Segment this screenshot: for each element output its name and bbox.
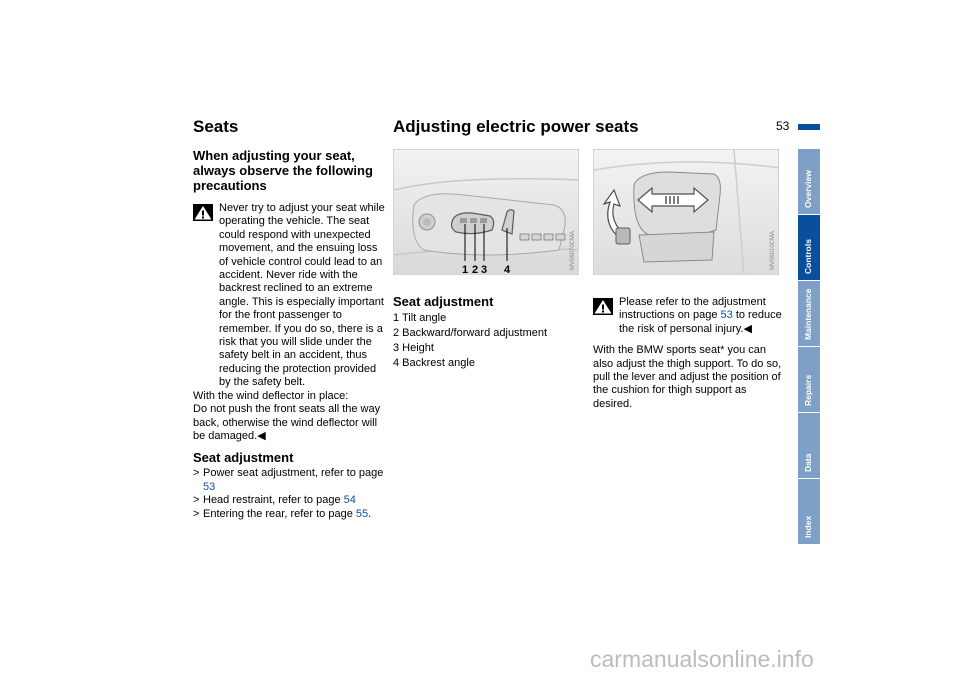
list-marker: > — [193, 467, 200, 480]
warning-heading: When adjusting your seat, always observe the following precautions — [193, 148, 373, 193]
seat-adjustment-heading: Seat adjustment — [193, 450, 294, 466]
page-number: 53 — [776, 119, 790, 133]
callout-4: 4 — [503, 264, 511, 275]
list-marker: > — [193, 494, 200, 507]
figure-code: MV06010CMA — [770, 230, 776, 270]
list-item-text: Entering the rear, refer to page — [203, 507, 356, 520]
page-link-54[interactable]: 54 — [343, 494, 356, 507]
list-item: 2 Backward/forward adjustment — [393, 327, 548, 339]
warning-block — [593, 296, 788, 336]
tab-label: Data — [803, 453, 813, 472]
tab-label: Index — [803, 515, 813, 538]
reference-list — [193, 467, 385, 521]
section-tabs — [798, 149, 820, 545]
wind-deflector-note: Do not push the front seats all the way back, otherwise the wind deflector will be damaged.◀ — [193, 403, 381, 442]
left-column — [193, 148, 385, 521]
list-item: 1 Tilt angle — [393, 312, 447, 324]
list-item — [193, 494, 385, 507]
list-item-text: Power seat adjustment, refer to page — [203, 467, 384, 480]
page-marker — [798, 124, 820, 130]
tab-label: Maintenance — [803, 288, 813, 340]
warning-icon — [593, 298, 613, 315]
callout-3: 3 — [480, 264, 488, 275]
thigh-support-illustration — [594, 150, 779, 275]
warning-text: Never try to adjust your seat while operating the vehicle. The seat could respond with unexpected movement, and the ensuing loss of vehicle control could lead to an accident. Never ride with the backrest reclined to an extreme angle. This is especially important for the front passenger to remember. If you do so, there is a risk that you will slide under the safety belt in an accident, thus reducing the protection provided by the safety belt. — [219, 202, 385, 389]
page-title: Adjusting electric power seats — [393, 117, 639, 136]
middle-column — [393, 294, 573, 371]
tab-label: Repairs — [803, 374, 813, 406]
seat-adjustment-legend-heading: Seat adjustment — [393, 294, 494, 309]
warning-icon — [193, 204, 213, 221]
page-link-55[interactable]: 55 — [355, 507, 369, 520]
warning-block — [193, 202, 385, 390]
sports-seat-paragraph: With the BMW sports seat* you can also adjust the thigh support. To do so, pull the lever and adjust the position of the cushion for thigh support as desired. — [593, 344, 782, 410]
callout-2: 2 — [471, 264, 479, 275]
watermark: carmanualsonline.info — [590, 646, 814, 672]
tab-data[interactable] — [798, 413, 820, 478]
tab-label: Overview — [803, 170, 813, 208]
tab-label: Controls — [803, 239, 813, 274]
page-link-53[interactable]: 53 — [720, 309, 733, 322]
callout-1: 1 — [461, 264, 469, 275]
tab-overview[interactable] — [798, 149, 820, 214]
warning-text-suffix: to reduce the risk of personal injury.◀ — [619, 309, 782, 335]
tab-repairs[interactable] — [798, 347, 820, 412]
wind-deflector-line1: With the wind deflector in place: — [193, 389, 349, 402]
seat-controls-illustration — [394, 150, 579, 275]
seat-controls-figure — [393, 149, 579, 275]
tab-controls[interactable] — [798, 215, 820, 280]
list-item-text: Head restraint, refer to page — [203, 494, 344, 507]
list-item: 4 Backrest angle — [393, 357, 475, 369]
figure-code: MV06070CMA — [570, 230, 576, 270]
warning-text: Please refer to the adjustment instructions on page — [619, 296, 766, 322]
right-column — [593, 296, 788, 411]
tab-maintenance[interactable] — [798, 281, 820, 346]
list-marker: > — [193, 507, 200, 520]
section-heading: Seats — [193, 117, 239, 136]
list-item — [193, 467, 385, 494]
list-item-suffix: . — [368, 507, 372, 520]
list-item — [193, 508, 385, 521]
legend-list — [393, 311, 573, 371]
list-item: 3 Height — [393, 342, 434, 354]
page-link-53[interactable]: 53 — [203, 480, 216, 493]
thigh-support-figure — [593, 149, 779, 275]
tab-index[interactable] — [798, 479, 820, 544]
